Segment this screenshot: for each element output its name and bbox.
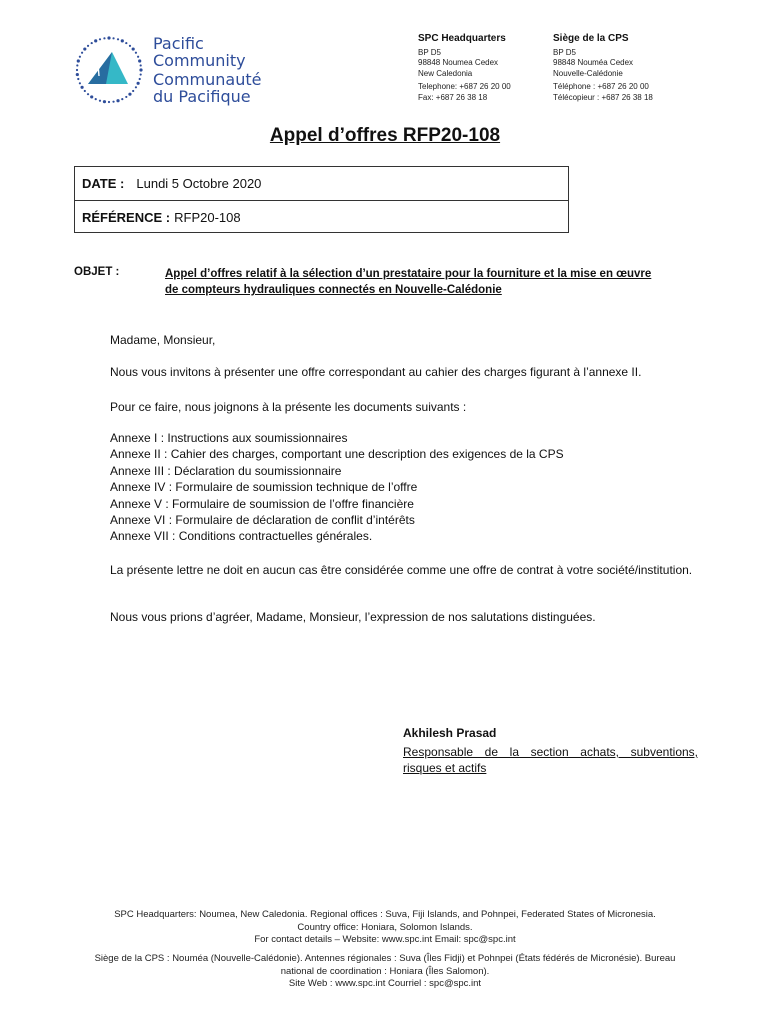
annex-item: Annexe II : Cahier des charges, comportant une description des exigences de la CPS bbox=[110, 447, 564, 462]
annex-item: Annexe III : Déclaration du soumissionnaire bbox=[110, 463, 342, 478]
logo-dot bbox=[77, 59, 80, 62]
paragraph-closing: Nous vous prions d’agréer, Madame, Monsieur, l’expression de nos salutations distinguées. bbox=[110, 610, 596, 624]
logo-dot bbox=[139, 68, 142, 71]
logo-dot bbox=[91, 42, 93, 44]
logo-name-en: Pacific Community bbox=[153, 34, 246, 70]
footer-french: Siège de la CPS : Nouméa (Nouvelle-Calédonie). Antennes régionales : Suva (Îles Fidji) et Pohnpei (États fédérés de Micronésie). Bureau national de coordination : Honiara (Îles Salomon). Site Web : www.spc.int Courriel : spc@spc.int bbox=[94, 953, 676, 989]
logo-dot bbox=[121, 39, 124, 42]
annex-list bbox=[110, 430, 698, 545]
paragraph-invitation: Nous vous invitons à présenter une offre correspondant au cahier des charges figurant à l’annexe II. bbox=[110, 365, 642, 379]
date-row bbox=[75, 167, 568, 200]
greeting: Madame, Monsieur, bbox=[110, 333, 216, 347]
logo-dot bbox=[128, 93, 131, 96]
logo-dot bbox=[81, 52, 83, 54]
logo-dot bbox=[76, 69, 78, 71]
logo-dot bbox=[83, 47, 86, 50]
logo-dot bbox=[117, 38, 119, 40]
cps-address: Siège de la CPS BP D5 98848 Nouméa Cedex Nouvelle-Calédonie Téléphone : +687 26 20 00 Télécopieur : +687 26 38 18 bbox=[553, 33, 653, 102]
footer-english: SPC Headquarters: Noumea, New Caledonia. Regional offices : Suva, Fiji Islands, and Pohnpei, Federated States of Micronesia. Country office: Honiara, Solomon Islands. For contact details – Website: www.spc.int Email: spc@spc.int bbox=[114, 909, 656, 945]
logo-dot bbox=[112, 101, 114, 103]
annex-item: Annexe VI : Formulaire de déclaration de conflit d’intérêts bbox=[110, 513, 415, 528]
logo-dot bbox=[77, 78, 79, 80]
document-title: Appel d’offres RFP20-108 bbox=[269, 125, 501, 146]
logo-dot bbox=[121, 98, 123, 100]
reference-value: RFP20-108 bbox=[174, 209, 241, 225]
logo-dot bbox=[76, 64, 78, 66]
logo-dot bbox=[94, 39, 97, 42]
logo-dot bbox=[112, 37, 114, 39]
logo-dot bbox=[76, 73, 79, 76]
logo-dot bbox=[139, 78, 141, 80]
paragraph-disclaimer: La présente lettre ne doit en aucun cas être considérée comme une offre de contrat à votre société/institution. bbox=[110, 563, 693, 577]
logo-dot bbox=[135, 86, 137, 88]
logo-dot bbox=[125, 42, 127, 44]
logo-dot bbox=[95, 98, 97, 100]
reference-row bbox=[75, 200, 568, 233]
logo-dot bbox=[99, 38, 101, 40]
annex-item: Annexe VII : Conditions contractuelles générales. bbox=[110, 529, 373, 544]
logo-dot bbox=[125, 96, 127, 98]
objet-text: Appel d’offres relatif à la sélection d’un prestataire pour la fourniture et la mise en œuvre de compteurs hydrauliques connectés en Nouvelle-Calédonie bbox=[165, 268, 652, 296]
annex-item: Annexe I : Instructions aux soumissionnaires bbox=[110, 431, 348, 445]
objet-label: OBJET : bbox=[74, 266, 120, 278]
logo-dot bbox=[79, 82, 81, 84]
hq-address: SPC Headquarters BP D5 98848 Noumea Cedex New Caledonia Telephone: +687 26 20 00 Fax: +687 26 38 18 bbox=[418, 33, 511, 102]
signatory-name: Akhilesh Prasad bbox=[403, 726, 497, 740]
logo-dot bbox=[132, 47, 135, 50]
logo-dot bbox=[84, 90, 86, 92]
annex-item: Annexe V : Formulaire de soumission de l’offre financière bbox=[110, 496, 414, 511]
logo-dot bbox=[80, 86, 83, 89]
annex-item: Annexe IV : Formulaire de soumission technique de l’offre bbox=[110, 480, 418, 495]
logo-dot bbox=[132, 90, 134, 92]
logo-dot bbox=[99, 100, 101, 102]
logo-dot bbox=[140, 64, 142, 66]
logo-dot bbox=[137, 82, 140, 85]
signatory-role: Responsable de la section achats, subventions, risques et actifs bbox=[403, 745, 698, 775]
date-value: Lundi 5 Octobre 2020 bbox=[136, 176, 262, 191]
date-label: DATE : bbox=[82, 176, 125, 191]
logo-dot bbox=[103, 37, 105, 39]
logo-dot bbox=[107, 36, 110, 39]
logo-dot bbox=[108, 101, 110, 103]
logo-name-fr: Communauté du Pacifique bbox=[153, 70, 262, 106]
logo-dot bbox=[87, 93, 89, 95]
logo-dot bbox=[103, 100, 106, 103]
reference-box bbox=[74, 166, 569, 233]
logo-dot bbox=[140, 73, 142, 75]
logo-dot bbox=[79, 56, 81, 58]
logo-dot bbox=[137, 56, 139, 58]
pacific-community-logo bbox=[72, 34, 146, 106]
logo-dot bbox=[90, 95, 93, 98]
reference-label: RÉFÉRENCE : bbox=[82, 209, 171, 225]
logo-dot bbox=[129, 45, 131, 47]
logo-dot bbox=[138, 59, 141, 62]
logo-dot bbox=[87, 45, 89, 47]
paragraph-documents: Pour ce faire, nous joignons à la présente les documents suivants : bbox=[110, 400, 467, 414]
logo-dot bbox=[135, 52, 137, 54]
logo-dot bbox=[116, 99, 119, 102]
